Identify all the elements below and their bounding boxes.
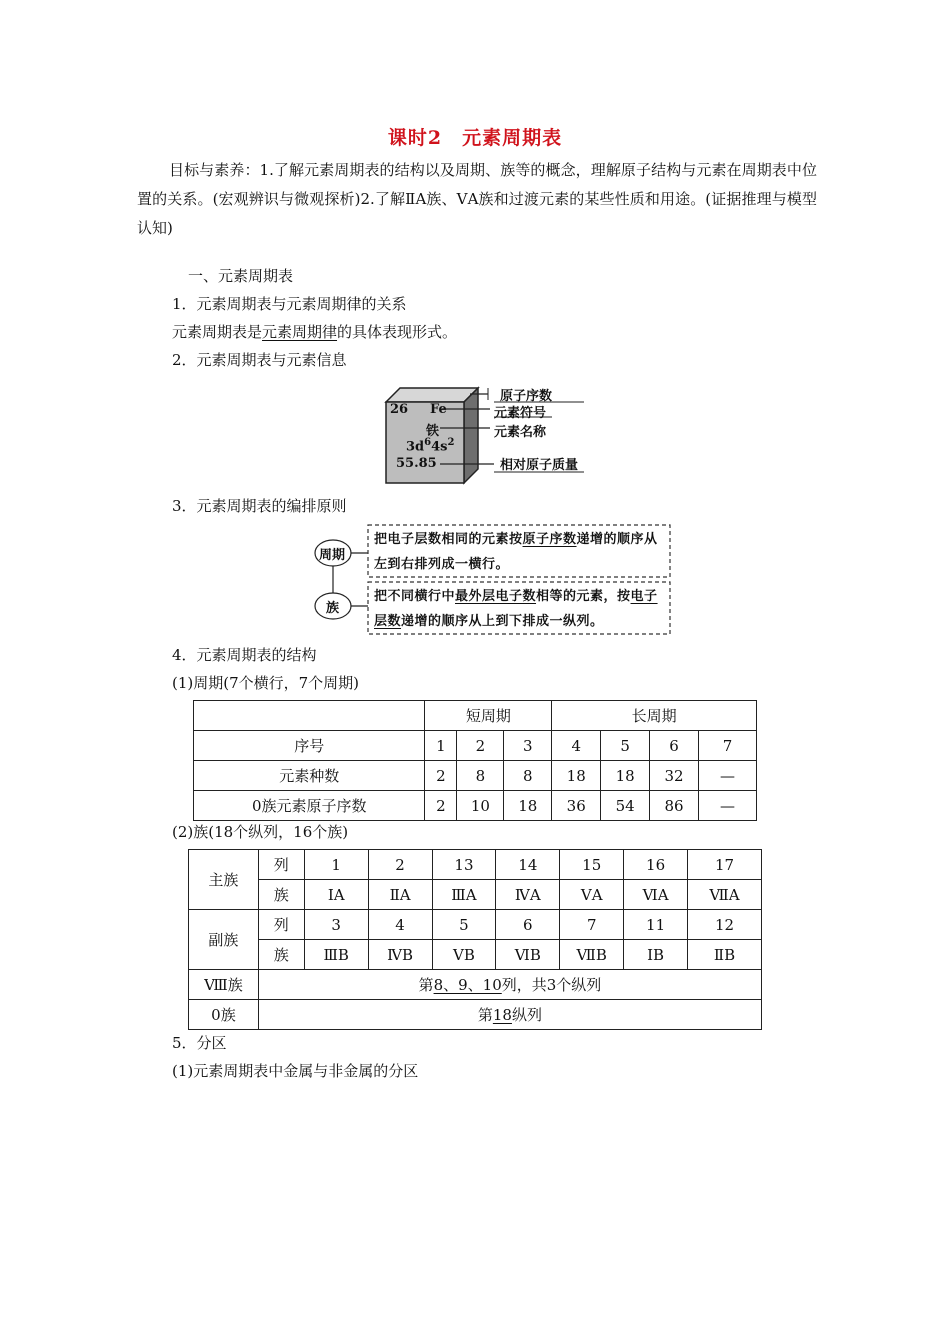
groups-table — [188, 849, 762, 1030]
table-row — [189, 910, 762, 940]
table-cell: ⅢB — [304, 940, 368, 970]
element-name: 铁 — [426, 424, 440, 439]
label-atomic-mass: 相对原子质量 — [500, 458, 579, 473]
group-label: 族 — [258, 880, 304, 910]
element-symbol: Fe — [430, 402, 447, 417]
group-viii-text: 第8、9、10列，共3个纵列 — [258, 970, 761, 1000]
table-row — [194, 761, 757, 791]
main-group-label: 主族 — [189, 850, 259, 910]
table-cell: 15 — [560, 850, 624, 880]
table-cell: 2 — [368, 850, 432, 880]
period-node: 周期 — [319, 548, 346, 563]
table-cell: 11 — [624, 910, 688, 940]
relation-text: 元素周期表是元素周期律的具体表现形式。 — [172, 323, 458, 341]
table-cell: ⅤA — [560, 880, 624, 910]
table-cell: ⅢA — [432, 880, 496, 910]
table-cell: 86 — [650, 791, 699, 821]
table-cell: 32 — [650, 761, 699, 791]
group-node: 族 — [326, 601, 340, 616]
table-cell: 3 — [504, 731, 552, 761]
atomic-number: 26 — [390, 402, 409, 417]
group-rule-text: 把不同横行中最外层电子数相等的元素，按电子层数递增的顺序从上到下排成一纵列。 — [374, 589, 658, 629]
long-period-header: 长周期 — [552, 701, 757, 731]
table-cell: ⅦA — [688, 880, 762, 910]
table-row — [194, 701, 757, 731]
table-cell: 18 — [504, 791, 552, 821]
table-cell: 17 — [688, 850, 762, 880]
table-cell: 6 — [496, 910, 560, 940]
zone-title: (1)元素周期表中金属与非金属的分区 — [172, 1062, 419, 1080]
group-zero-label: 0族 — [189, 1000, 259, 1030]
table-cell: 8 — [457, 761, 504, 791]
table-row — [194, 791, 757, 821]
row-label: 元素种数 — [194, 761, 425, 791]
sub-group-label: 副族 — [189, 910, 259, 970]
table-cell: 6 — [650, 731, 699, 761]
periods-table — [193, 700, 757, 821]
table-cell: ⅠA — [304, 880, 368, 910]
table-cell: ⅤB — [432, 940, 496, 970]
table-cell: 12 — [688, 910, 762, 940]
table-cell: ⅡA — [368, 880, 432, 910]
column-label: 列 — [258, 910, 304, 940]
groups-title: (2)族(18个纵列，16个族) — [172, 823, 349, 841]
table-cell: ⅦB — [560, 940, 624, 970]
table-cell: ⅣB — [368, 940, 432, 970]
group-viii-label: Ⅷ族 — [189, 970, 259, 1000]
table-cell: 1 — [304, 850, 368, 880]
principle-diagram — [310, 522, 675, 637]
table-cell: 7 — [560, 910, 624, 940]
table-cell: 54 — [601, 791, 650, 821]
label-atomic-number: 原子序数 — [500, 389, 553, 404]
table-row — [189, 940, 762, 970]
table-cell: 7 — [699, 731, 757, 761]
table-row — [194, 731, 757, 761]
subsection-heading: 2．元素周期表与元素信息 — [172, 351, 347, 369]
subsection-heading: 1．元素周期表与元素周期律的关系 — [172, 295, 407, 313]
table-cell: 5 — [601, 731, 650, 761]
electron-config: $3d^64s^2$ — [406, 437, 455, 455]
column-label: 列 — [258, 850, 304, 880]
table-cell: 2 — [425, 761, 457, 791]
table-row — [189, 850, 762, 880]
table-row — [189, 1000, 762, 1030]
table-cell: 18 — [601, 761, 650, 791]
table-cell: 13 — [432, 850, 496, 880]
table-row — [189, 970, 762, 1000]
table-cell: ⅠB — [624, 940, 688, 970]
table-cell: 36 — [552, 791, 601, 821]
subsection-heading: 3．元素周期表的编排原则 — [172, 497, 347, 515]
periods-title: (1)周期(7个横行，7个周期) — [172, 674, 360, 692]
atomic-mass: 55.85 — [396, 456, 437, 471]
table-cell: 2 — [425, 791, 457, 821]
short-period-header: 短周期 — [425, 701, 552, 731]
table-cell: 2 — [457, 731, 504, 761]
label-element-symbol: 元素符号 — [494, 406, 547, 421]
group-label: 族 — [258, 940, 304, 970]
table-cell: 10 — [457, 791, 504, 821]
row-label: 序号 — [194, 731, 425, 761]
table-cell: ⅡB — [688, 940, 762, 970]
page-title: 课时2 元素周期表 — [387, 127, 563, 149]
intro-paragraph: 目标与素养：1.了解元素周期表的结构以及周期、族等的概念，理解原子结构与元素在周期表中位置的关系。(宏观辨识与微观探析)2.了解ⅡA族、ⅤA族和过渡元素的某些性质和用途。(证据推理与模型认知) — [137, 161, 817, 237]
table-row — [189, 880, 762, 910]
table-cell: 4 — [552, 731, 601, 761]
table-cell: — — [699, 761, 757, 791]
table-cell: 5 — [432, 910, 496, 940]
table-cell: ⅥA — [624, 880, 688, 910]
row-label: 0族元素原子序数 — [194, 791, 425, 821]
table-cell — [194, 701, 425, 731]
group-zero-text: 第18纵列 — [258, 1000, 761, 1030]
label-element-name: 元素名称 — [494, 425, 547, 440]
table-cell: 16 — [624, 850, 688, 880]
table-cell: ⅣA — [496, 880, 560, 910]
period-rule-text: 把电子层数相同的元素按原子序数递增的顺序从左到右排列成一横行。 — [374, 532, 658, 572]
subsection-heading: 5．分区 — [172, 1034, 227, 1052]
element-card-diagram — [384, 384, 604, 494]
subsection-heading: 4．元素周期表的结构 — [172, 646, 317, 664]
table-cell: 18 — [552, 761, 601, 791]
table-cell: ⅥB — [496, 940, 560, 970]
table-cell: 1 — [425, 731, 457, 761]
table-cell: 8 — [504, 761, 552, 791]
section-heading: 一、元素周期表 — [188, 267, 294, 285]
table-cell: 4 — [368, 910, 432, 940]
table-cell: 3 — [304, 910, 368, 940]
table-cell: — — [699, 791, 757, 821]
table-cell: 14 — [496, 850, 560, 880]
